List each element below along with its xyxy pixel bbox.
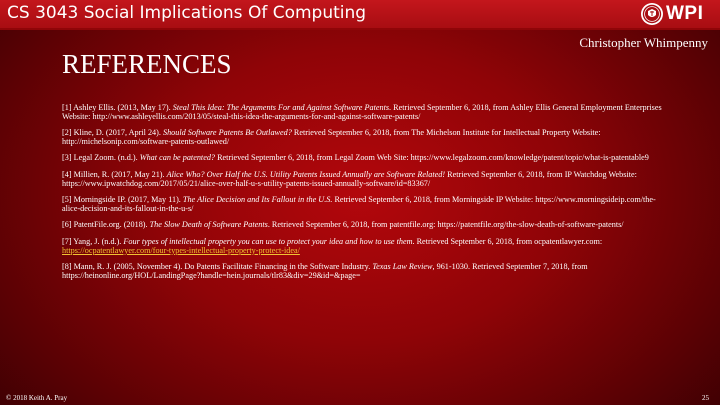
reference-text: [4] Millien, R. (2017, May 21). xyxy=(62,169,167,179)
reference-title: The Slow Death of Software Patents xyxy=(149,220,268,230)
reference-item xyxy=(62,104,662,121)
reference-link[interactable]: https://ocpatentlawyer.com/four-types-intellectual-property-protect-idea/ xyxy=(62,245,300,255)
reference-item xyxy=(62,196,662,213)
header-bar xyxy=(0,0,720,30)
reference-title: Should Software Patents Be Outlawed? xyxy=(162,128,292,138)
reference-text: Retrieved September 6, 2018, from IP Watchdog Website: https://www.ipwatchdog.com/2017/05/21/alice-over-half-u-s-utility-patents-issued-annually-software/id=83367/ xyxy=(62,169,637,188)
reference-item xyxy=(62,129,662,146)
reference-text: [3] Legal Zoom. (n.d.). xyxy=(62,153,140,163)
reference-title: Alice Who? Over Half the U.S. Utility Patents Issued Annually are Software Related! xyxy=(166,169,446,179)
reference-text: . Retrieved September 6, 2018, from Ashley Ellis General Employment Enterprises Website: http://www.ashleyellis.com/2013/05/steal-this-idea-the-arguments-for-and-against-software-patents/ xyxy=(62,103,662,121)
reference-text: [1] Ashley Ellis. (2013, May 17). xyxy=(62,103,173,112)
reference-title: Texas Law Review xyxy=(372,262,433,272)
reference-title: What can be patented? xyxy=(139,153,216,163)
reference-item xyxy=(62,263,662,280)
reference-item xyxy=(62,221,662,230)
reference-item xyxy=(62,238,662,255)
reference-title: Four types of intellectual property you can use to protect your idea and how to use them xyxy=(123,236,413,246)
wpi-seal-icon xyxy=(640,2,664,26)
reference-text: Retrieved September 6, 2018, from The Michelson Institute for Intellectual Property Website: http://michelsonip.com/software-patents-outlawed/ xyxy=(62,128,601,146)
reference-item xyxy=(62,154,662,163)
reference-item xyxy=(62,171,662,188)
reference-text: [7] Yang, J. (n.d.). xyxy=(62,236,124,246)
reference-text: [8] Mann, R. J. (2005, November 4). Do Patents Facilitate Financing in the Software Industry. xyxy=(62,262,373,272)
reference-text: [5] Morningside IP. (2017, May 11). xyxy=(62,195,183,205)
footer-copyright: © 2018 Keith A. Pray xyxy=(6,394,68,402)
reference-text: [2] Kline, D. (2017, April 24). xyxy=(62,128,163,138)
reference-text: Retrieved September 6, 2018, from Morningside IP Website: https://www.morningsideip.com/the-alice-decision-and-its-fallout-in-the-u-s/ xyxy=(62,195,656,213)
course-title: CS 3043 Social Implications Of Computing xyxy=(7,3,367,23)
page-number: 25 xyxy=(702,394,709,402)
author-name: Christopher Whimpenny xyxy=(579,35,708,50)
reference-text: Retrieved September 6, 2018, from Legal Zoom Web Site: https://www.legalzoom.com/knowledge/patent/topic/what-is-patentable9 xyxy=(215,153,649,163)
reference-text: . Retrieved September 6, 2018, from patentfile.org: https://patentfile.org/the-slow-death-of-software-patents/ xyxy=(267,220,624,230)
reference-text: . Retrieved September 6, 2018, from ocpatentlawyer.com: xyxy=(412,236,603,246)
reference-title: Steal This Idea: The Arguments For and Against Software Patents xyxy=(172,103,390,112)
slide-heading: REFERENCES xyxy=(62,49,232,79)
reference-text: [6] PatentFile.org. (2018). xyxy=(62,220,150,230)
wpi-logo-text: WPI xyxy=(666,3,704,24)
reference-list xyxy=(62,104,662,288)
wpi-logo xyxy=(640,2,716,26)
reference-text: , 961-1030. Retrieved September 7, 2018, from https://heinonline.org/HOL/LandingPage?handle=hein.journals/tlr83&div=29&id=&page= xyxy=(62,262,588,280)
reference-title: The Alice Decision and Its Fallout in the U.S. xyxy=(182,195,333,205)
